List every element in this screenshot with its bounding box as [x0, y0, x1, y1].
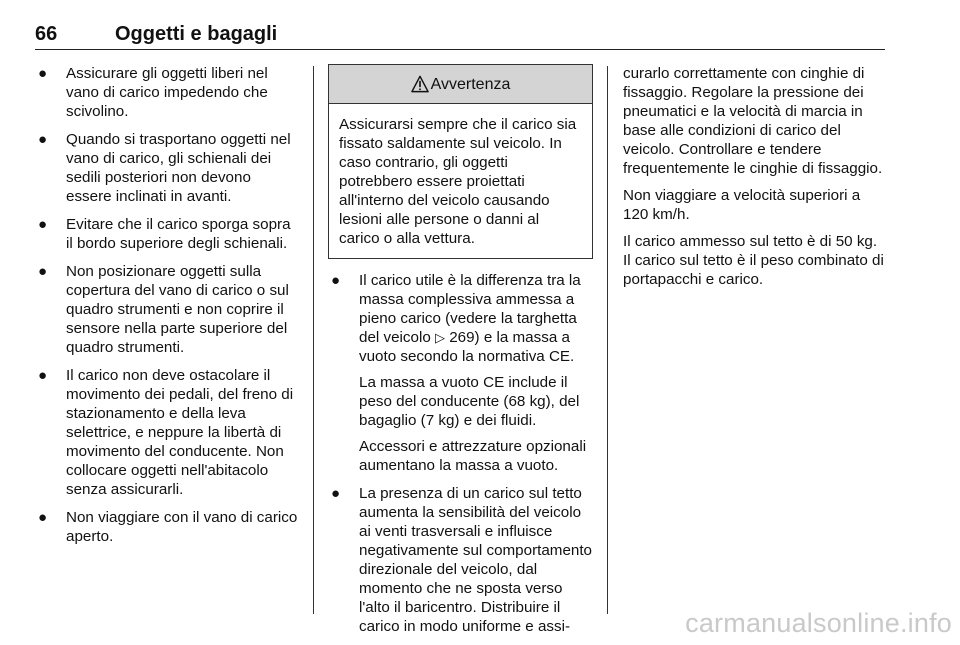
bullet-list-left: [35, 64, 300, 546]
bullet-icon: ●: [331, 485, 341, 502]
paragraph: curarlo correttamente con cinghie di fissaggio. Regolare la pressione dei pneumatici e la velocità di marcia in base alle condizioni di carico del veicolo. Controllare e tendere frequentemente le cinghie di fissaggio.: [623, 65, 883, 177]
list-item: [35, 130, 300, 206]
list-item-text: Il carico non deve ostacolare il movimento dei pedali, del freno di stazionamento e della leva selettrice, e neppure la libertà di movimento del conducente. Non collocare oggetti nell'abitacolo senza assicurarli.: [66, 367, 294, 498]
list-item: [35, 366, 300, 499]
list-item: [35, 64, 300, 121]
column-right: [623, 64, 888, 297]
bullet-icon: ●: [38, 367, 48, 384]
bullet-icon: ●: [38, 216, 48, 233]
list-item-text: Evitare che il carico sporga sopra il bordo superiore degli schienali.: [66, 216, 291, 252]
column-middle: [328, 64, 593, 645]
page-reference-icon: ▷: [434, 330, 445, 345]
list-item: [35, 215, 300, 253]
payload-text-start: Il carico utile è la differenza tra la massa complessiva ammessa a pieno carico (vedere la targhetta del veicolo: [359, 272, 581, 346]
header-rule: [35, 49, 885, 50]
list-item: [328, 271, 593, 475]
bullet-icon: ●: [38, 263, 48, 280]
list-item: [35, 262, 300, 357]
list-item-text: Non viaggiare con il vano di carico aperto.: [66, 509, 298, 545]
chapter-title: Oggetti e bagagli: [115, 23, 278, 45]
warning-header: [329, 65, 592, 104]
warning-triangle-icon: [411, 75, 429, 93]
list-item: [35, 508, 300, 546]
paragraph: Non viaggiare a velocità superiori a 120 km/h.: [623, 187, 861, 223]
list-item-text: Non posizionare oggetti sulla copertura del vano di carico o sul quadro strumenti e non coprire il sensore nella parte superiore del quadro strumenti.: [66, 263, 289, 356]
column-divider-1: [313, 66, 314, 614]
watermark: carmanualsonline.info: [685, 608, 952, 638]
list-item: [328, 484, 593, 636]
warning-title: Avvertenza: [430, 75, 511, 93]
page-header: [0, 0, 960, 50]
sub-paragraph: La massa a vuoto CE include il peso del conducente (68 kg), del bagaglio (7 kg) e dei fluidi.: [359, 374, 580, 429]
warning-box: [328, 64, 593, 259]
page-number: 66: [35, 23, 58, 45]
bullet-icon: ●: [38, 509, 48, 526]
column-divider-2: [607, 66, 608, 614]
warning-text: Assicurarsi sempre che il carico sia fissato saldamente sul veicolo. In caso contrario, gli oggetti potrebbero essere proiettati all'interno del veicolo causando lesioni alle persone o danni al carico o alla vettura.: [339, 116, 577, 247]
bullet-list-middle: [328, 271, 593, 636]
list-item-text: Assicurare gli oggetti liberi nel vano di carico impedendo che scivolino.: [66, 65, 268, 120]
bullet-icon: ●: [38, 131, 48, 148]
bullet-icon: ●: [331, 272, 341, 289]
column-left: [35, 64, 300, 555]
payload-text-end: 269) e la massa a vuoto secondo la normativa CE.: [359, 329, 575, 365]
list-item-text: Quando si trasportano oggetti nel vano di carico, gli schienali dei sedili posteriori non devono essere inclinati in avanti.: [66, 131, 291, 205]
sub-paragraph: Accessori e attrezzature opzionali aumentano la massa a vuoto.: [359, 438, 587, 474]
bullet-icon: ●: [38, 65, 48, 82]
paragraph: Il carico ammesso sul tetto è di 50 kg. Il carico sul tetto è il peso combinato di portapacchi e carico.: [623, 233, 884, 288]
list-item-text: [359, 271, 593, 366]
list-item-text: La presenza di un carico sul tetto aumenta la sensibilità del veicolo ai venti trasversali e influisce negativamente sul comportamento direzionale del veicolo, dal momento che ne sposta verso l'alto il baricentro. Distribuire il carico in modo uniforme e assi-: [359, 485, 593, 635]
